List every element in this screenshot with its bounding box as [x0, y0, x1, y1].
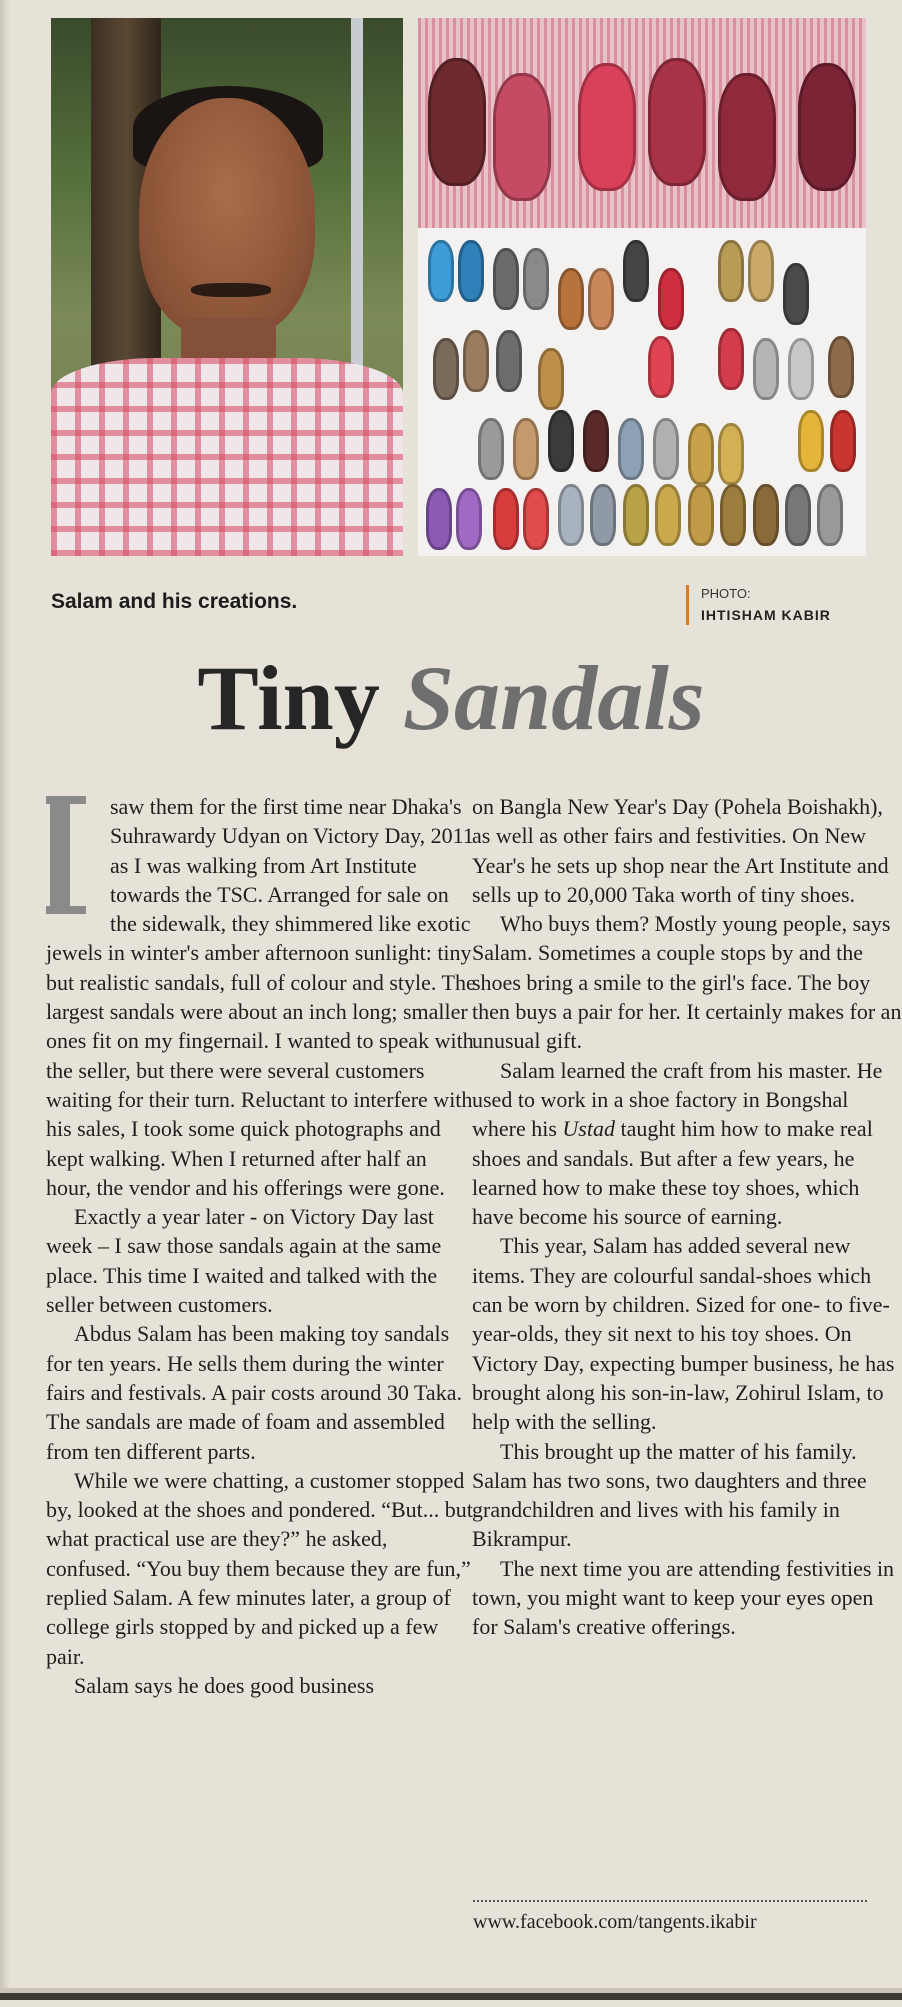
tiny-sandal [720, 484, 746, 546]
tiny-sandal [458, 240, 484, 302]
tiny-sandal [618, 418, 644, 480]
tiny-sandal [493, 248, 519, 310]
tiny-sandal [753, 484, 779, 546]
article-column-left [46, 792, 476, 1700]
tiny-sandal [583, 410, 609, 472]
tiny-sandal [648, 336, 674, 398]
tiny-sandal [753, 338, 779, 400]
tiny-sandal [523, 488, 549, 550]
portrait-photo [51, 18, 403, 556]
tiny-sandal [798, 410, 824, 472]
tiny-sandal [426, 488, 452, 550]
large-sandal [493, 73, 551, 201]
large-sandal [428, 58, 486, 186]
tiny-sandal [523, 248, 549, 310]
tiny-sandal [688, 484, 714, 546]
article-paragraph: saw them for the first time near Dhaka's Suhrawardy Udyan on Victory Day, 2011 as I was walking from Art Institute towards the TSC. Arranged for sale on the sidewalk, they shimmered like exotic jewels in winter's amber afternoon sunlight: tiny but realistic sandals, full of colour and style. The largest sandals were about an inch long; smaller ones fit on my fingernail. I wanted to speak with the seller, but there were several customers waiting for their turn. Reluctant to interfere with his sales, I took some quick photographs and kept walking. When I returned after half an hour, the vendor and his offerings were gone. [46, 794, 476, 1200]
tiny-sandal [785, 484, 811, 546]
photo-credit-name: IHTISHAM KABIR [701, 607, 831, 623]
tiny-sandal [718, 240, 744, 302]
article-paragraph: Exactly a year later - on Victory Day last week – I saw those sandals again at the same place. This time I waited and talked with the seller between customers. [46, 1204, 442, 1318]
lamp-pole [351, 18, 363, 388]
article-paragraph: on Bangla New Year's Day (Pohela Boishakh), as well as other fairs and festivities. On New Year's he sets up shop near the Art Institute and sells up to 20,000 Taka worth of tiny shoes. [472, 794, 889, 907]
photo-caption: Salam and his creations. [51, 590, 298, 613]
article-paragraph: This brought up the matter of his family. Salam has two sons, two daughters and three grandchildren and lives with his family in Bikrampur. [472, 1438, 867, 1552]
tiny-sandal [590, 484, 616, 546]
large-sandal [578, 63, 636, 191]
page-bottom-rule [0, 1988, 902, 2007]
tiny-sandal [783, 263, 809, 325]
photo-credit-label: PHOTO: [701, 586, 751, 601]
tiny-sandal [748, 240, 774, 302]
article-paragraph: This year, Salam has added several new items. They are colourful sandal-shoes which can be worn by children. Sized for one- to five-year-olds, they sit next to his toy shoes. On Victory Day, expecting bumper business, he has brought along his son-in-law, Zohirul Islam, to help with the selling. [472, 1233, 895, 1435]
article-paragraph: While we were chatting, a customer stopped by, looked at the shoes and pondered. “But... but what practical use are they?” he asked, confused. “You buy them because they are fun,” replied Salam. A few minutes later, a group of college girls stopped by and picked up a few pair. [46, 1467, 473, 1669]
tiny-sandal [456, 488, 482, 550]
tiny-sandal [623, 240, 649, 302]
tiny-sandal [718, 328, 744, 390]
tiny-sandal [496, 330, 522, 392]
article-paragraph: The next time you are attending festivities in town, you might want to keep your eyes open for Salam's creative offerings. [472, 1555, 895, 1640]
tiny-sandal [588, 268, 614, 330]
tiny-sandal [830, 410, 856, 472]
tiny-sandal [493, 488, 519, 550]
large-sandal [648, 58, 706, 186]
article-paragraph: Abdus Salam has been making toy sandals for ten years. He sells them during the winter fairs and festivals. A pair costs around 30 Taka. The sandals are made of foam and assembled from ten different parts. [46, 1321, 462, 1464]
large-sandal [718, 73, 776, 201]
large-sandal [798, 63, 856, 191]
headline-word-2: Sandals [402, 647, 705, 749]
tiny-sandal [718, 423, 744, 485]
tiny-sandal [463, 330, 489, 392]
article-paragraph: Who buys them? Mostly young people, says Salam. Sometimes a couple stops by and the shoes bring a smile to the girl's face. The boy then buys a pair for her. It certainly makes for an unusual gift. [472, 911, 902, 1054]
page-fold-shadow [0, 0, 10, 2007]
tiny-sandal [538, 348, 564, 410]
tiny-sandal [817, 484, 843, 546]
article-column-right [472, 792, 902, 1642]
tiny-sandal [623, 484, 649, 546]
author-website[interactable]: www.facebook.com/tangents.ikabir [473, 1911, 757, 1933]
drop-cap-i [46, 796, 102, 914]
tiny-sandal [513, 418, 539, 480]
tiny-sandal [558, 268, 584, 330]
tiny-sandal [653, 418, 679, 480]
tiny-sandal [548, 410, 574, 472]
sandals-photo [418, 18, 866, 556]
headline-word-1: Tiny [197, 647, 380, 749]
tiny-sandal [655, 484, 681, 546]
tiny-sandal [433, 338, 459, 400]
checked-shirt [51, 358, 403, 556]
mustache [191, 283, 271, 297]
face [139, 98, 315, 338]
dotted-divider [473, 1900, 867, 1902]
tiny-sandal [658, 268, 684, 330]
tiny-sandal [478, 418, 504, 480]
credit-accent-bar [686, 585, 689, 625]
tiny-sandal [788, 338, 814, 400]
headline [0, 648, 902, 748]
article-paragraph: Salam learned the craft from his master. He used to work in a shoe factory in Bongshal where his Ustad taught him how to make real shoes and sandals. But after a few years, he learned how to make these toy shoes, which have become his source of earning. [472, 1057, 883, 1230]
article-paragraph: Salam says he does good business [74, 1672, 375, 1698]
tiny-sandal [688, 423, 714, 485]
tiny-sandal [558, 484, 584, 546]
tiny-sandal [428, 240, 454, 302]
tiny-sandal [828, 336, 854, 398]
